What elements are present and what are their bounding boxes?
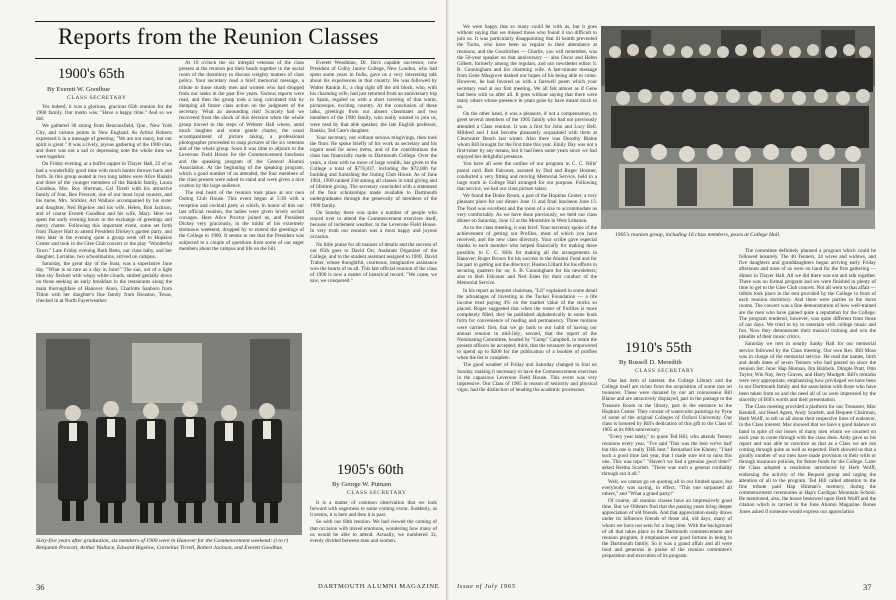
paragraph: The real heart of the reunion took place at our own Outing Club House. This event began at 5:30 with a reception and cocktail party at which, in honor of this our last official reunion, the ladies were given lovely orchid corsages. Here Alice Proctor joined us, and President Dickey very graciously, in the midst of his extremely strenuous weekend, dropped by to extend the greetings of the College to 1900. It seems to me that the President was subjected to a couple of questions from some of our eager members about the campus and life on the hill. [179, 190, 304, 252]
paragraph: The Class meeting provided a platform for our Treasurer, Mac Kendall, our Head Agent, Andy Scarlett, and Bequest Chairman, Herb Wolff, to tell us all about their respective lines of endeavor, in the Class interest. Mac showed that we have a good balance on hand in spite of our losses of many men whom we counted on each year to come through with the class dues. Andy gave us his report and was able to convince us that as a Class we are not coming through quite as well as expected. Herb showed us that a goodly number of our men have made provision in their wills or through insurance policies, for future funds for the College. Later the Class adopted a resolution introduced by Herb Wolff, endorsing the activity of the Bequest group and urging the attention of all to the program. Ted Hill called attention to the fine tribute paid Hap Hinman's memory, during the commencement ceremonies at Hap's Cardigan Mountain School. He mentioned, also, the house bestowed upon Herb Wolff and the citation which is carried in the June Alumni Magazine. Bones Jones asked if someone would express our appreciation [739, 403, 876, 515]
right-page [449, 0, 896, 600]
column-1905-a [310, 500, 437, 582]
paragraph: Your secretary, not without serious misgivings, then took the floor. He spoke briefly of his work as secretary and his urgent need for news items, and of the contributions the class has financially made to Dartmouth College. Over the years, a class with no more of large wealth, has given to the College a total of $776,837, including the $72,000 for building and furnishing the Outing Club House. As of June 1964, 1900 ranked 23d among all classes in total giving and of lifetime giving. The secretary concluded with a statement of the four scholarships made available to Dartmouth undergraduates through the generosity of members of the 1900 family. [310, 134, 437, 209]
column-1910-b [739, 248, 876, 578]
photo-1900-caption: Sixty-five years after graduation, six members of 1900 were in Hanover for the Commencement weekend: (l to r) Benjamin Prescott, Arthur Wallace, Edward Bigelow, Cornelius Tirrell, Robert Jackson, and Everett Goodhue. [36, 538, 289, 551]
paragraph: You have all seen the outline of our program in C. C. Hills' postal card. Bob Falconer, assisted by Dud and Roger Hosmer, conducted a very fitting and moving Memorial Service, held in a large room in College Hall arranged for our purpose. Following that service, we had our class picture taken. [457, 161, 597, 193]
footer-magazine-name: DARTMOUTH ALUMNI MAGAZINE [318, 583, 440, 590]
paragraph: On Friday evening, at a buffet supper in Thayer Hall, 22 of us had a wonderfully good time with much banter thrown back and forth. In this group seated at two long tables were Alice Rankin and three of the younger members of the Rankin family, Laura Goodhue, Mrs. Roy Sherman, Cal Tirrell with his attractive family of four, Ben Prescott, one of our most loyal reuners, and his nurse, Mrs. Stickler, Art Wallace accompanied by his sister and daughter, Ned Bigelow and his wife, Helen, Bob Jackson, and of course Everett Goodhue and his wife, Mary. Here we spent the early evening hours in the exchange of greetings and merry chatter. Following this important event, some set forth from Thayer Hall to attend President Dickey's garden party, and then later in the evening quite a group went off to Hopkins Center and took in the Glee Club concert or the play "Wonderful Town." Late Friday evening Ruth Benn, our class baby, and her daughter, Lorraine, two schoolmarms, arrived on campus. [36, 161, 172, 260]
page-number-right: 37 [863, 582, 872, 592]
photo-1905-group [601, 26, 875, 229]
section-heading-1900: 1900's 65th [58, 66, 125, 82]
photo-1900-members [36, 333, 302, 535]
role-1900: CLASS SECRETARY [67, 95, 127, 101]
role-1905: CLASS SECRETARY [347, 490, 407, 496]
paragraph: Of course, all reunion classes have an impressively good time. But we Oldsters find that the passing years bring deeper appreciation of old friends. And that appreciation easily draws under its influence friends of those old, old days, many of whom we have not seen for a long time. With the background of all that takes place in the Dartmouth commencement and reunion program, it emphasizes our good fortune in being in the Dartmouth family. So it was a grand affair and all were loud and generous in praise of the reunion committee's preparation and execution of its program. [602, 497, 732, 560]
column-1900-c [310, 60, 437, 452]
byline-1910: By Russell D. Meredith [619, 359, 682, 366]
paragraph: Everett Woodman, Dr. Jim's capable successor, now President of Colby Junior College, New London, who had spent some years in India, gave us a very interesting talk about his experiences in that country. He was followed by Walter Rankin Jr., a chip right off the old block, who, with his charming wife, had just returned from an anniversary trip to Spain, regaled us with a short travelog of that warm, picturesque, exciting country. At the conclusion of these talks, greetings from our absent classmates and two members of the 1900 family, who really wanted to join us, were read by that able speaker, the late English professor, Rankin, Ted Cate's daughter. [310, 60, 437, 134]
byline-1900: By Everett W. Goodhue [47, 86, 110, 93]
paragraph: Saturday, the great day of the feast, was a superlative June day. "What is so rare as a day in June!" The sun, out of a light blue sky flecked with wispy white clouds, smiled genially down on those seeking an early breakfast in the restaurants along the main thoroughfare of Hanover. Anon, Charlotte Sanborn from Tilton with her daughter's fine family from Houston, Texas, checked in at North Fayerweather. [36, 260, 172, 304]
column-1900-a [36, 104, 172, 330]
paragraph: We found the Drake Room, a part of the Hopkins Center, a very pleasant place for our dinner June 11 and final luncheon June 13. The food was excellent and the room of a size to accommodate us very comfortably. As we have done previously, we held our class dinner on Saturday, June 12 at the Montshire in West Lebanon. [457, 193, 597, 224]
paragraph: We were happy that so many could be with us, but it goes without saying that we missed those who found it too difficult to join us. It was particularly disappointing that ill health prevented the Tucks, who have been so regular in their attendance at reunions, and the Goodriches — Charlie, you will remember, was the 50-year speaker on that anniversary — also Oscar and Helen Gilbert, formerly among the regulars, and our newsletter editor S. B. Cunningham and his charming wife. A last-minute message from Gene Musgrove dashed our hopes of his being able to come. However, he had favored us with a farewell poem which your secretary read at our first meeting. We all felt almost as if Gene had been with us after all. It goes without saying that there were many others whose presence in years gone by have meant much to us. [457, 24, 597, 111]
page-title: Reports from the Reunion Classes [58, 24, 379, 49]
column-1905-c [602, 248, 732, 336]
paragraph: In his report as bequest chairman, "Lil" explained in some detail the advantages of investing in the Tucker Foundation — a life income trust paying 4% on the market value of the stocks so placed. Roger suggested that when the roster of Profiles is more completely filled, they be published alphabetically in some book form for convenience of reading and permanency. Three motions were carried: first, that we go back to our habit of having our annual reunion in mid-July; second, that the report of the Nominating Committee, headed by "Camp" Campbell, to retain the present officers be accepted; third, that the treasurer be empowered to spend up to $200 for the publication of a booklet of profiles when the list is complete. [457, 287, 597, 362]
paragraph: As to the class meeting, it was brief. Your secretary spoke of the achievement of getting out Profiles, most of which you have received, and the new class directory. Your scribe gave especial thanks to each member who helped financially for making these possible; to C. C. Hills for making all the arrangements in Hanover; Roger Brown for his success in the Alumni Fund and for his part in getting out the directory; Huston Lillard for his efforts in securing quarters for us; S. B. Cunningham for his newsletters; also to Bob Falconer and Ned Estes for their conduct of the Memorial Service. [457, 225, 597, 287]
paragraph: On Sunday there was quite a number of people who stayed over to attend the Commencement exercises itself, because of inclement weather, in the Leverone Field House. In very truth our reunion was a most happy and joyous occasion. [310, 209, 437, 241]
paragraph: The committee definitely planned a program which could be followed leisurely. The 40 Tenners, 24 wives and widows, and five daughters and granddaughters began arriving early Friday afternoon and most of us were on hand for the first gathering — dinner in Thayer Hall. All we did there was eat and talk together. There was no formal program and we were finished in plenty of time to get to the Glee Club concert. Not all went to that affair — tidbits took place in the tent provided by the College in front of each reunion dormitory. And there were parties in the dorm rooms. The concert was a fine demonstration of how well-trained are the men who have gained quite a reputation for the College. The program rendered, however, was quite different from those of our days. We tried to try to entertain with college music and fun. Now they demonstrate their musical training and win the plaudits of their music critics. [739, 248, 876, 341]
title-rule-bottom [35, 58, 435, 59]
paragraph: The good weather of Friday and Saturday changed to foul on Sunday, making it necessary to have the Commencement exercises in the capacious Leverone Field House. This event was very impressive. Our Class of 1905 in reason of seniority and physical vigor, had the distinction of heading the academic procession. [457, 362, 597, 394]
photo-1905-caption: 1905's reunion group, including 16 class members, poses at College Hall. [615, 232, 781, 238]
page-number-left: 36 [36, 582, 45, 592]
paragraph: Well, we cannot go on quoting all in our limited space, but everybody was saying, in effect, "This one surpassed all others," and "What a grand party!" [602, 478, 732, 497]
section-heading-1910: 1910's 55th [625, 340, 692, 356]
paragraph: Yes indeed, it was a glorious, gracious 65th reunion for the 1900 family. Our motto was: "Have a happy time." And so we did. [36, 104, 172, 123]
role-1910: CLASS SECRETARY [635, 368, 695, 374]
paragraph: Saturday we met in nearby Sanky Hall for our memorial service followed by the Class meeting. Our own Rev. Bill Moss was in charge of the memorial service. He read the names, birth and death dates of seven Tenners who had passed on since the reunion list: June: Hap Hinman, Jim Baldwin, Dimple Pratt, Otto Taylor, Win Nay, Jerry Graves, and Harry Mudgett. Bill's remarks were very appropriate, emphasizing how privileged we have been in our Dartmouth family and the association with those who have been taken from us and the need all of us were impressed by the sincerity of Bill's words and their presentation. [739, 341, 876, 403]
title-rule-top [35, 21, 435, 22]
paragraph: On the other hand, it was a pleasure, if not a compensation, to greet several members of the 1905 family who had not previously attended a Class reunion. It was a first for John and Lucy Bell. Mildred and I had become pleasantly acquainted with them at Clearwater Beach last winter. Also there was Dorothy Blaine whom Bill brought for the first time this year. Emily Day was not a first-timer by any means, but it had been some years since we had enjoyed her delightful presence. [457, 111, 597, 161]
column-1910-a [602, 378, 732, 578]
paragraph: At 10 o'clock the six intrepid veterans of the class present at the reunion put their heads together in the social room of the dormitory to discuss weighty matters of class policy. Your secretary read a brief memorial message, a tribute to those sturdy men and women who had dropped from our ranks in the past five years. Various reports were read, and then the group took a long calculated risk by dumping all future class action on the judgment of the secretary. What an astounding risk! Scarcely had we recovered from the shock of this decision when the whole group moved to the steps of Webster Hall where, amid much laughter and some gentle chatter, the usual accompaniment of picture taking, a professional photographer proceeded to snap pictures of the six veterans and of the whole group. Soon it was time to adjourn to the Leverone Field House for the Commencement luncheon and the speaking program of the General Alumni Association. At the beginning of the speaking program, which a good number of us attended, the four members of the class present were asked to stand and were given a nice ovation by the large audience. [179, 60, 304, 190]
paragraph: It is a matter of common observation that we look forward with eagerness to some coming event. Suddenly, as it seems, it is here and then it is past. [310, 500, 437, 519]
photo-1900-image [36, 333, 302, 535]
section-heading-1905: 1905's 60th [337, 462, 404, 478]
paragraph: One last item of interest: the College Library and the College itself are richer from the acquisition of some rare art treasures. These were donated by our art connoisseur Bill Blaine and are attractively displayed, part in the passage to the Treasure Room in the library, part in the entrance to the Hopkins Center. They consist of watercolor paintings by Pyne of some of the original Colleges of Oxford University. Our class is honored by Bill's dedication of this gift to the Class of 1905 at its 60th anniversary. [602, 378, 732, 434]
photo-1905-image [601, 26, 875, 229]
byline-1905: By George W. Putnam [332, 481, 392, 488]
column-1905-b [457, 24, 597, 579]
footer-issue: Issue of July 1965 [457, 583, 516, 590]
paragraph: So with our 60th reunion. We had viewed the coming of that occasion with mixed emotions, wondering how many of us would be able to attend. Actually, we numbered 32, evenly divided between men and women. [310, 519, 437, 544]
paragraph: No little praise for all manner of details and the success of our 65th goes to David Orr, Assistant Organizer of the College, and to the student assistant assigned to 1900, David Traber, whose thoughtful, courteous, imaginative assistance won the hearts of us all. This last official reunion of the class of 1900 is now a matter of historical record. "We came, we saw, we conquered." [310, 241, 437, 285]
paragraph: We gathered 30 strong from Beaconsfield, Que., New York City, and various points in New England. As Arthur Roberts expressed it in a message of greeting: "We are not many, but our spirit is great." It was a lively, joyous gathering of the 1900 clan, and there was not a sad or depressing note the whole time we were together. [36, 123, 172, 161]
paragraph: "Every year lately," to quote Ted Hill, who attends Tenney reunions every year, "I've said 'This was the best we've had' but this one is really THE best." Remarked Joe Kinney, "I had such a good time last year, that I made sure not to miss this one. This was tops." "Haven't we had a genuine good time?" asked Bertha Scarlett. "There was such a general cordiality through out it all." [602, 434, 732, 478]
column-1900-b [179, 60, 304, 330]
left-page [0, 0, 447, 600]
